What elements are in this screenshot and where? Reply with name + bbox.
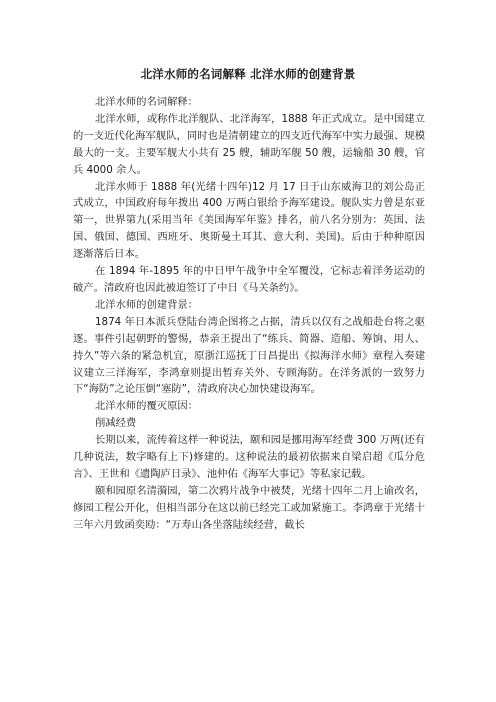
paragraph-definition: 北洋水师，或称作北洋舰队、北洋海军，1888 年正式成立。是中国建立的一支近代化海军舰队，同时也是清朝建立的四支近代海军中实力最强、规模最大的一支。主要军舰大小共有 25 艘，辅助军舰 50 艘，运输船 30 艘，官兵 4000 余人。 [73, 112, 425, 176]
paragraph-background: 1874 年日本派兵登陆台湾企图将之占据，清兵以仅有之战船赴台将之驱逐。事件引起朝野的警惕，恭亲王提出了“练兵、简器、造船、筹饷、用人、持久”等六条的紧急机宜，原浙江巡抚丁日昌提出《拟海洋水师》章程入奏建议建立三洋海军，李鸿章则提出暂弃关外、专顾海防。在洋务派的一致努力下“海防”之论压倒“塞防”，清政府决心加快建设海军。 [73, 315, 425, 396]
document-title: 北洋水师的名词解释 北洋水师的创建背景 [140, 67, 356, 81]
document-body [73, 94, 425, 534]
paragraph-background-heading: 北洋水师的创建背景： [95, 298, 198, 311]
paragraph-causes-heading: 北洋水师的覆灭原因： [95, 400, 198, 413]
paragraph-definition-heading: 北洋水师的名词解释： [95, 96, 198, 108]
paragraph-funding: 长期以来，流传着这样一种说法，颐和园是挪用海军经费 300 万两(还有几种说法，数字略有上下)修建的。这种说法的最初依据来自梁启超《瓜分危言》、王世和《遗陶庐日录》、池仲佑《海军大事记》等私家记载。 [73, 434, 425, 480]
paragraph-founding: 北洋水师于 1888 年(光绪十四年)12 月 17 日于山东威海卫的刘公岛正式成立，中国政府每年拨出 400 万两白银给予海军建设。舰队实力曾是东亚第一，世界第九(采用当年《美国海军年鉴》排名，前八名分别为：英国、法国、俄国、德国、西班牙、奥斯曼土耳其、意大利、美国)。后由于种种原因逐渐落后日本。 [73, 180, 425, 261]
paragraph-defeat: 在 1894 年-1895 年的中日甲午战争中全军覆没，它标志着洋务运动的破产。清政府也因此被迫签订了中日《马关条约》。 [73, 265, 425, 294]
paragraph-summer-palace: 颐和园原名清漪园，第二次鸦片战争中被焚，光绪十四年二月上谕改名，修园工程公开化，但相当部分在这以前已经完工或加紧施工。李鸿章于光绪十三年六月致函奕劻：“万寿山各坐落陆续经营，截长 [73, 484, 425, 531]
paragraph-subheading-funding: 削减经费 [95, 417, 137, 430]
